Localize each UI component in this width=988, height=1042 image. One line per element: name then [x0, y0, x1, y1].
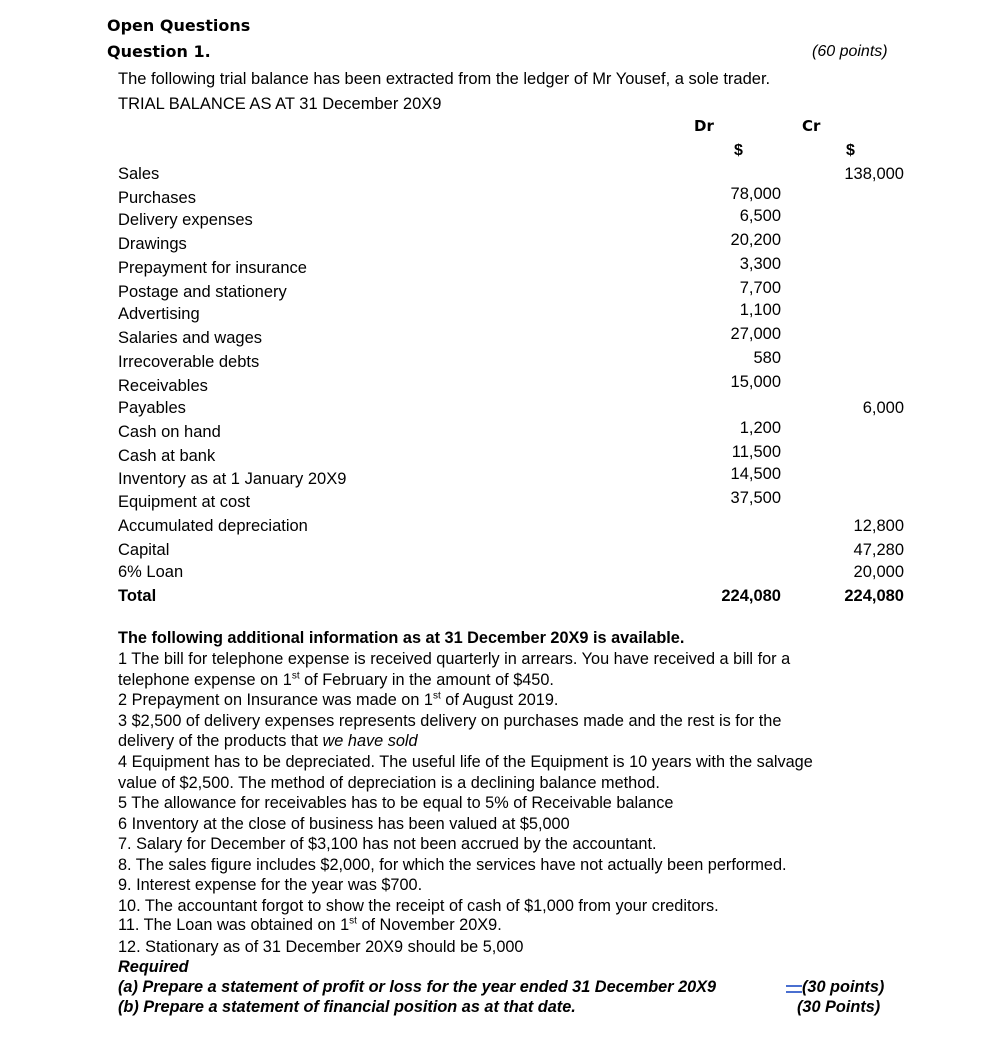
dr-value: 1,200 — [739, 419, 781, 437]
trial-balance-title: TRIAL BALANCE AS AT 31 December 20X9 — [118, 95, 442, 113]
required-a: (a) Prepare a statement of profit or loss for the year ended 31 December 20X9 — [118, 978, 717, 996]
row-label: Purchases — [118, 189, 196, 207]
info-line: delivery of the products that we have sold — [118, 732, 418, 750]
dr-value: 37,500 — [730, 489, 781, 507]
info-line: 12. Stationary as of 31 December 20X9 should be 5,000 — [118, 938, 524, 956]
dr-value: 580 — [753, 349, 781, 367]
row-label: Receivables — [118, 377, 208, 395]
dr-value: 11,500 — [731, 443, 781, 461]
cr-value: 138,000 — [844, 165, 904, 183]
dr-currency: $ — [734, 142, 743, 159]
info-line: 8. The sales figure includes $2,000, for which the services have not actually been performed. — [118, 856, 787, 874]
row-label: Sales — [118, 165, 160, 183]
row-label: Accumulated depreciation — [118, 517, 308, 535]
cr-value: 12,800 — [853, 517, 904, 535]
intro-text: The following trial balance has been extracted from the ledger of Mr Yousef, a sole trader. — [118, 70, 771, 88]
question-points: (60 points) — [812, 43, 888, 60]
info-line: 11. The Loan was obtained on 1st of November 20X9. — [118, 915, 502, 934]
dr-value: 27,000 — [730, 325, 781, 343]
cr-value: 47,280 — [853, 541, 904, 559]
row-label: Postage and stationery — [118, 283, 287, 301]
info-line: value of $2,500. The method of depreciation is a declining balance method. — [118, 774, 660, 792]
dr-column-header: Dr — [694, 117, 714, 135]
info-line: 10. The accountant forgot to show the receipt of cash of $1,000 from your creditors. — [118, 897, 719, 915]
row-label: 6% Loan — [118, 563, 184, 581]
row-label: Drawings — [118, 235, 187, 253]
row-label: Irrecoverable debts — [118, 353, 260, 371]
question-title: Question 1. — [107, 42, 211, 61]
row-label: Capital — [118, 541, 170, 559]
info-line: 3 $2,500 of delivery expenses represents delivery on purchases made and the rest is for the — [118, 712, 782, 730]
total-label: Total — [118, 587, 157, 605]
dr-value: 20,200 — [730, 231, 781, 249]
row-label: Inventory as at 1 January 20X9 — [118, 470, 347, 488]
cr-value: 6,000 — [862, 399, 904, 417]
required-b-points: (30 Points) — [797, 998, 881, 1016]
row-label: Cash on hand — [118, 423, 221, 441]
row-label: Equipment at cost — [118, 493, 251, 511]
dr-value: 7,700 — [739, 279, 781, 297]
info-line: 4 Equipment has to be depreciated. The useful life of the Equipment is 10 years with the salvage — [118, 753, 813, 771]
cr-value: 20,000 — [853, 563, 904, 581]
info-line: telephone expense on 1st of February in the amount of $450. — [118, 670, 554, 689]
dr-value: 6,500 — [739, 207, 781, 225]
required-a-points: (30 points) — [802, 978, 885, 996]
info-line: 5 The allowance for receivables has to be equal to 5% of Receivable balance — [118, 794, 674, 812]
row-label: Advertising — [118, 305, 200, 323]
info-line: 2 Prepayment on Insurance was made on 1st of August 2019. — [118, 690, 559, 709]
section-title: Open Questions — [107, 16, 251, 35]
info-line: 9. Interest expense for the year was $700. — [118, 876, 423, 894]
info-line: 6 Inventory at the close of business has been valued at $5,000 — [118, 815, 570, 833]
row-label: Delivery expenses — [118, 211, 253, 229]
row-label: Payables — [118, 399, 186, 417]
dr-value: 15,000 — [730, 373, 781, 391]
row-label: Prepayment for insurance — [118, 259, 307, 277]
required-b: (b) Prepare a statement of financial position as at that date. — [118, 998, 576, 1016]
row-label: Salaries and wages — [118, 329, 263, 347]
dr-value: 78,000 — [730, 185, 781, 203]
required-heading: Required — [118, 958, 189, 976]
dr-total: 224,080 — [721, 587, 781, 605]
edit-mark-icon — [786, 985, 802, 993]
cr-currency: $ — [846, 142, 855, 159]
row-label: Cash at bank — [118, 447, 216, 465]
info-line: 1 The bill for telephone expense is received quarterly in arrears. You have received a bill for a — [118, 650, 791, 668]
dr-value: 14,500 — [730, 465, 781, 483]
cr-total: 224,080 — [844, 587, 904, 605]
dr-value: 3,300 — [739, 255, 781, 273]
cr-column-header: Cr — [802, 117, 821, 135]
info-line: 7. Salary for December of $3,100 has not been accrued by the accountant. — [118, 835, 657, 853]
dr-value: 1,100 — [739, 301, 781, 319]
additional-info-heading: The following additional information as at 31 December 20X9 is available. — [118, 629, 685, 647]
